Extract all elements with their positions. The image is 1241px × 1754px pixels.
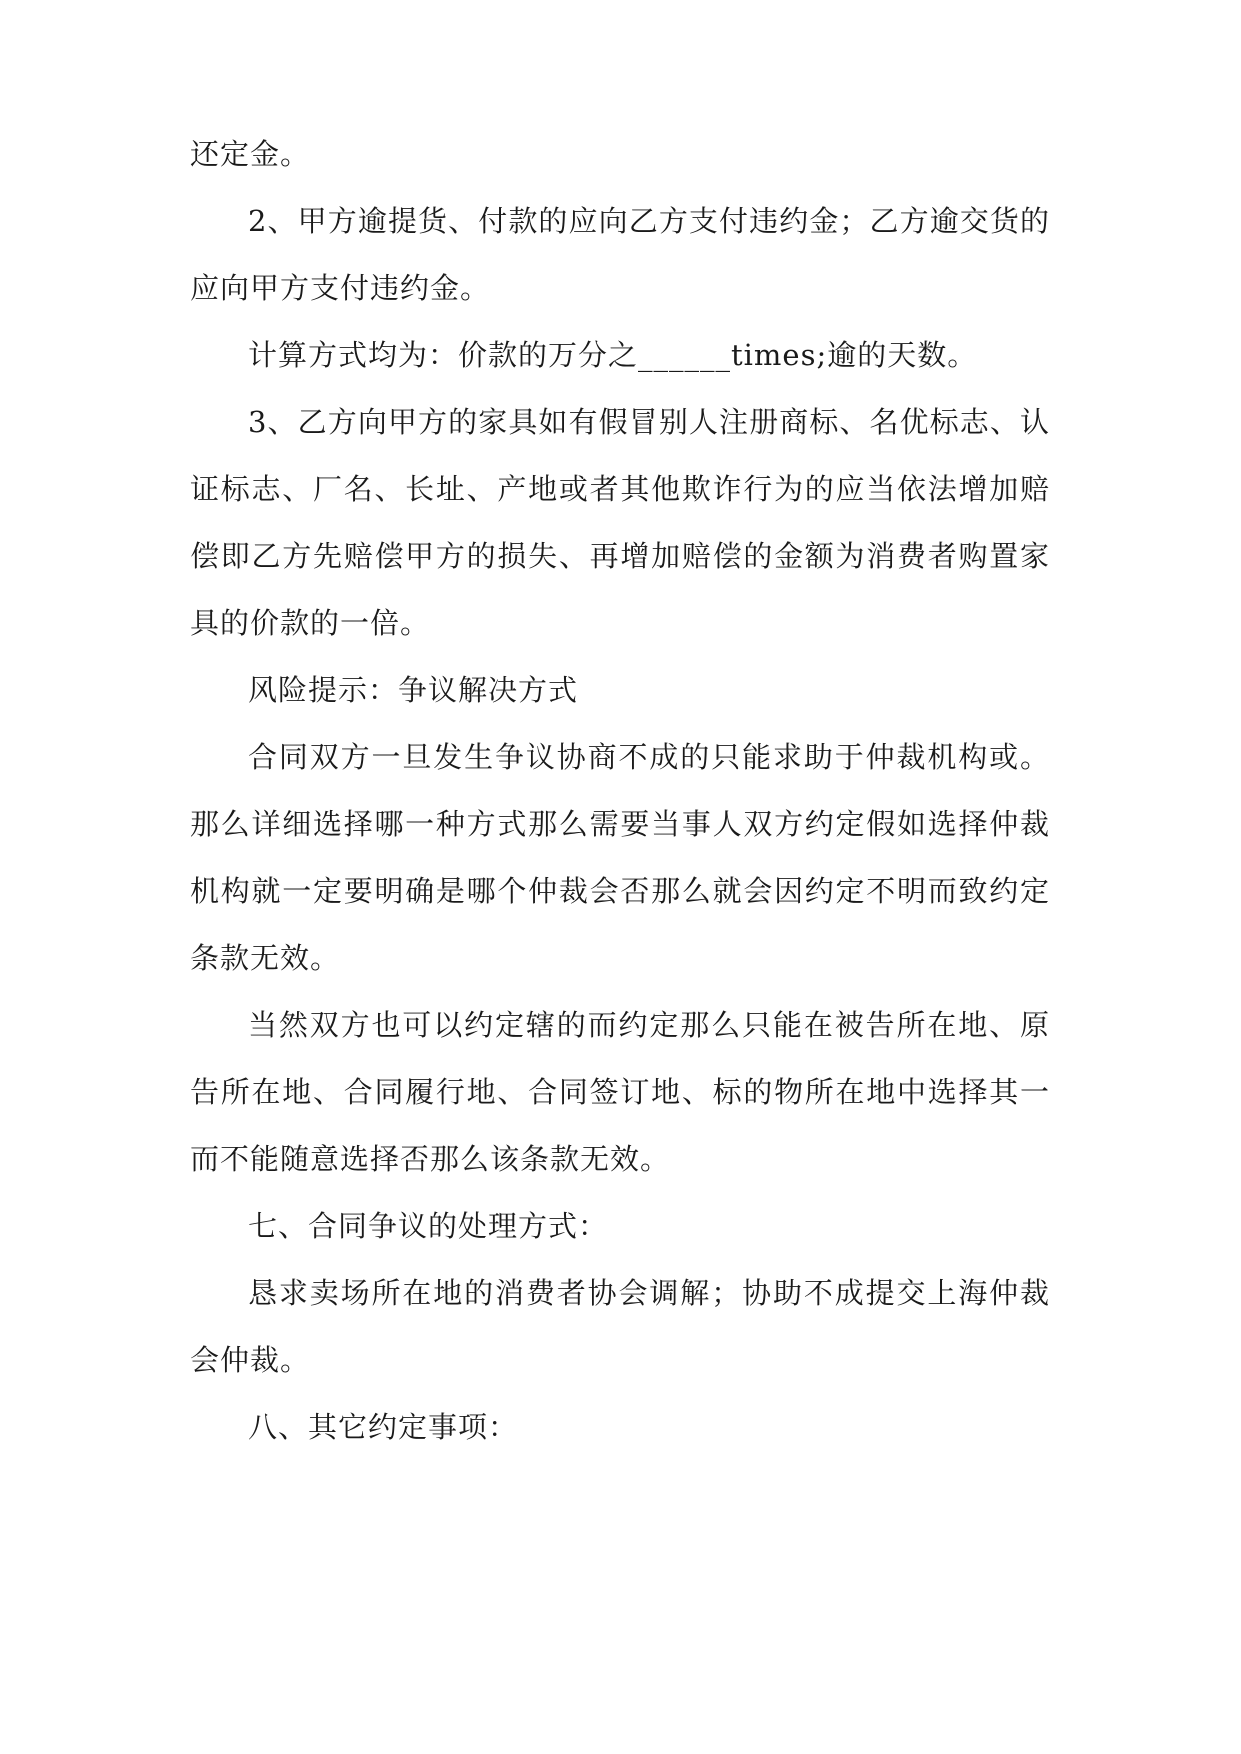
paragraph-4: 3、乙方向甲方的家具如有假冒别人注册商标、名优标志、认证标志、厂名、长址、产地或者其他欺诈行为的应当依法增加赔偿即乙方先赔偿甲方的损失、再增加赔偿的金额为消费者购置家具的价款的一倍。: [190, 405, 1050, 640]
paragraph-5-heading: 风险提示：争议解决方式: [248, 673, 579, 707]
paragraph-2: 2、甲方逾提货、付款的应向乙方支付违约金；乙方逾交货的应向甲方支付违约金。: [190, 204, 1050, 305]
paragraph-8-heading: 七、合同争议的处理方式：: [248, 1209, 609, 1243]
paragraph-6: 合同双方一旦发生争议协商不成的只能求助于仲裁机构或。那么详细选择哪一种方式那么需要当事人双方约定假如选择仲裁机构就一定要明确是哪个仲裁会否那么就会因约定不明而致约定条款无效。: [190, 740, 1050, 975]
paragraph-1: 还定金。: [190, 137, 311, 171]
paragraph-7: 当然双方也可以约定辖的而约定那么只能在被告所在地、原告所在地、合同履行地、合同签订地、标的物所在地中选择其一而不能随意选择否那么该条款无效。: [190, 1008, 1050, 1176]
paragraph-9: 恳求卖场所在地的消费者协会调解；协助不成提交上海仲裁会仲裁。: [190, 1276, 1050, 1377]
paragraph-10-heading: 八、其它约定事项：: [248, 1410, 519, 1444]
paragraph-3: 计算方式均为：价款的万分之______times;逾的天数。: [248, 338, 978, 372]
document-body: [190, 121, 1050, 1461]
